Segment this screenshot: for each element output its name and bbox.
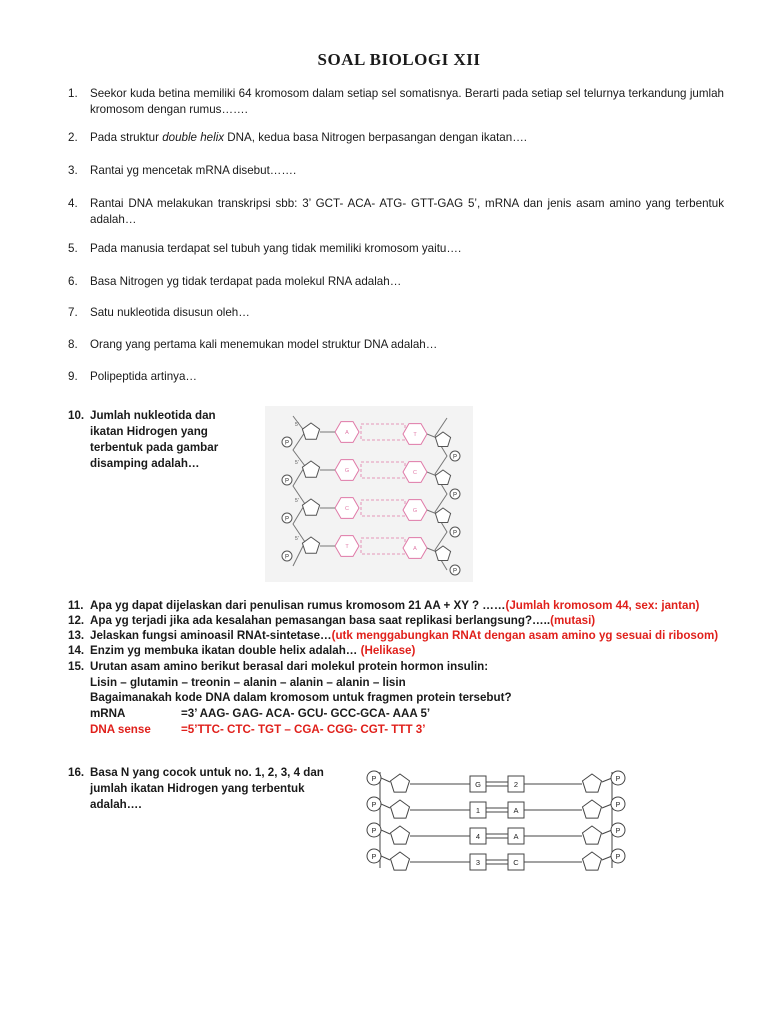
base-label: T xyxy=(413,432,417,438)
question-number: 12. xyxy=(68,614,85,627)
question-13-text: Jelaskan fungsi aminoasil RNAt-sintetase… xyxy=(90,629,332,642)
phosphate-label: P xyxy=(452,530,458,537)
question-5 xyxy=(68,241,724,257)
base-label: A xyxy=(513,806,519,815)
base-label: A xyxy=(413,546,417,552)
question-12-text: Apa yg terjadi jika ada kesalahan pemasangan basa saat replikasi berlangsung?….. xyxy=(90,614,551,627)
strand-end-label: 5' xyxy=(295,498,299,504)
sugar-icon xyxy=(391,774,410,792)
question-12-answer: (mutasi) xyxy=(550,614,596,627)
sugar-icon xyxy=(435,508,450,523)
question-8 xyxy=(68,337,724,353)
phosphate-label: P xyxy=(615,776,621,783)
question-11 xyxy=(68,598,728,614)
base-label: A xyxy=(345,430,349,436)
base-label: C xyxy=(513,858,519,867)
sugar-icon xyxy=(302,423,319,439)
dna-sense-label: DNA sense xyxy=(90,723,151,736)
question-text-part: Pada struktur xyxy=(90,131,163,144)
question-4 xyxy=(68,196,724,228)
question-10-line-4: disamping adalah… xyxy=(90,457,200,470)
phosphate-label: P xyxy=(371,802,377,809)
hydrogen-bond-box xyxy=(361,538,405,554)
strand-end-label: 5' xyxy=(295,460,299,466)
question-number: 13. xyxy=(68,629,85,642)
phosphate-label: P xyxy=(452,568,458,575)
question-number: 16. xyxy=(68,766,85,779)
question-13 xyxy=(68,628,728,644)
sugar-icon xyxy=(302,499,319,515)
phosphate-label: P xyxy=(615,802,621,809)
sugar-icon xyxy=(583,826,602,844)
sugar-icon xyxy=(435,432,450,447)
phosphate-label: P xyxy=(284,478,290,485)
backbone-bond xyxy=(602,856,612,860)
question-text: Pada manusia terdapat sel tubuh yang tidak memiliki kromosom yaitu…. xyxy=(90,242,462,255)
backbone-bond xyxy=(381,778,390,782)
sugar-icon xyxy=(435,470,450,485)
base-label: C xyxy=(413,470,417,476)
question-10-line-2: ikatan Hidrogen yang xyxy=(90,425,208,438)
phosphate-label: P xyxy=(284,440,290,447)
question-16-line-3: adalah…. xyxy=(90,798,142,811)
mrna-label: mRNA xyxy=(90,707,126,720)
phosphate-label: P xyxy=(452,492,458,499)
question-number: 3. xyxy=(68,164,78,177)
phosphate-label: P xyxy=(615,854,621,861)
question-2 xyxy=(68,130,724,146)
question-3 xyxy=(68,163,724,179)
phosphate-label: P xyxy=(615,828,621,835)
page-title: SOAL BIOLOGI XII xyxy=(317,50,481,69)
base-label: T xyxy=(345,544,349,550)
question-10-line-1: Jumlah nukleotida dan xyxy=(90,409,216,422)
sugar-icon xyxy=(435,546,450,561)
sugar-icon xyxy=(302,537,319,553)
question-number: 1. xyxy=(68,87,78,100)
base-label: A xyxy=(513,832,519,841)
question-12 xyxy=(68,613,728,629)
question-number: 10. xyxy=(68,409,85,422)
strand-end-label: 5' xyxy=(295,422,299,428)
backbone-bond xyxy=(602,778,612,782)
question-14 xyxy=(68,643,728,659)
mrna-value: =3’ AAG- GAG- ACA- GCU- GCC-GCA- AAA 5’ xyxy=(181,707,431,720)
backbone-bond xyxy=(381,830,390,834)
phosphate-label: P xyxy=(284,554,290,561)
phosphate-label: P xyxy=(371,828,377,835)
amino-acid-sequence: Lisin – glutamin – treonin – alanin – alanin – alanin – lisin xyxy=(90,676,406,689)
question-text-emphasis: double helix xyxy=(162,131,225,144)
question-15 xyxy=(68,659,728,675)
question-text: Polipeptida artinya… xyxy=(90,370,197,383)
dna-sense-row xyxy=(90,722,426,738)
question-text-part: DNA, kedua basa Nitrogen berpasangan dengan ikatan…. xyxy=(224,131,528,144)
question-text: Orang yang pertama kali menemukan model struktur DNA adalah… xyxy=(90,338,438,351)
base-label: C xyxy=(345,506,349,512)
hydrogen-bond-box xyxy=(361,500,405,516)
sugar-icon xyxy=(583,800,602,818)
question-16-line-1: Basa N yang cocok untuk no. 1, 2, 3, 4 dan xyxy=(90,766,324,779)
sugar-icon xyxy=(302,461,319,477)
question-15-text: Urutan asam amino berikut berasal dari molekul protein hormon insulin: xyxy=(90,660,489,673)
question-number: 14. xyxy=(68,644,85,657)
nucleotide-pair-diagram xyxy=(360,762,642,880)
question-10-line-3: terbentuk pada gambar xyxy=(90,441,219,454)
question-16 xyxy=(68,765,324,813)
hydrogen-bond-box xyxy=(361,424,405,440)
sugar-icon xyxy=(391,800,410,818)
question-9 xyxy=(68,369,724,385)
backbone-bond xyxy=(381,856,390,860)
sugar-icon xyxy=(583,852,602,870)
question-16-line-2: jumlah ikatan Hidrogen yang terbentuk xyxy=(90,782,305,795)
backbone-bond xyxy=(381,804,390,808)
base-label: 1 xyxy=(475,806,481,815)
question-text: Rantai DNA melakukan transkripsi sbb: 3’ GCT- ACA- ATG- GTT-GAG 5’, mRNA dan jenis asam amino yang terbentuk adalah… xyxy=(90,197,724,226)
dna-ladder-diagram xyxy=(265,406,473,582)
question-number: 7. xyxy=(68,306,78,319)
question-number: 9. xyxy=(68,370,78,383)
question-14-answer: (Helikase) xyxy=(360,644,416,657)
base-label: G xyxy=(475,780,481,789)
question-number: 6. xyxy=(68,275,78,288)
question-number: 15. xyxy=(68,660,85,673)
base-label: 4 xyxy=(475,832,481,841)
phosphate-label: P xyxy=(452,454,458,461)
dna-sense-value: =5’TTC- CTC- TGT – CGA- CGG- CGT- TTT 3’ xyxy=(181,723,426,736)
question-15-prompt: Bagaimanakah kode DNA dalam kromosom untuk fragmen protein tersebut? xyxy=(90,691,512,704)
phosphate-label: P xyxy=(371,854,377,861)
backbone-bond xyxy=(602,804,612,808)
sugar-icon xyxy=(391,826,410,844)
strand-end-label: 5' xyxy=(295,536,299,542)
question-11-text: Apa yg dapat dijelaskan dari penulisan rumus kromosom 21 AA + XY ? …… xyxy=(90,599,506,612)
base-label: G xyxy=(412,508,418,514)
question-number: 2. xyxy=(68,131,78,144)
question-number: 11. xyxy=(68,599,84,612)
question-11-answer: (Jumlah kromosom 44, sex: jantan) xyxy=(505,599,700,612)
phosphate-label: P xyxy=(284,516,290,523)
question-10 xyxy=(68,408,218,472)
base-label: 3 xyxy=(475,858,481,867)
base-label: G xyxy=(344,468,350,474)
mrna-row xyxy=(90,706,431,722)
question-text: Seekor kuda betina memiliki 64 kromosom dalam setiap sel somatisnya. Berarti pada setiap sel telurnya terkandung jumlah kromosom dengan rumus……. xyxy=(90,87,724,116)
question-text xyxy=(90,130,724,146)
phosphate-label: P xyxy=(371,776,377,783)
hydrogen-bond-box xyxy=(361,462,405,478)
question-text: Rantai yg mencetak mRNA disebut……. xyxy=(90,164,297,177)
question-13-answer: (utk menggabungkan RNAt dengan asam amino yg sesuai di ribosom) xyxy=(331,629,719,642)
dna-ladder-figure xyxy=(265,406,473,582)
sugar-icon xyxy=(583,774,602,792)
question-number: 8. xyxy=(68,338,78,351)
question-6 xyxy=(68,274,724,290)
question-text: Basa Nitrogen yg tidak terdapat pada molekul RNA adalah… xyxy=(90,275,402,288)
question-7 xyxy=(68,305,724,321)
question-14-text: Enzim yg membuka ikatan double helix adalah… xyxy=(90,644,361,657)
base-label: 2 xyxy=(513,780,519,789)
question-text: Satu nukleotida disusun oleh… xyxy=(90,306,250,319)
question-number: 5. xyxy=(68,242,78,255)
question-1 xyxy=(68,86,724,118)
backbone-bond xyxy=(602,830,612,834)
question-number: 4. xyxy=(68,197,78,210)
sugar-icon xyxy=(391,852,410,870)
